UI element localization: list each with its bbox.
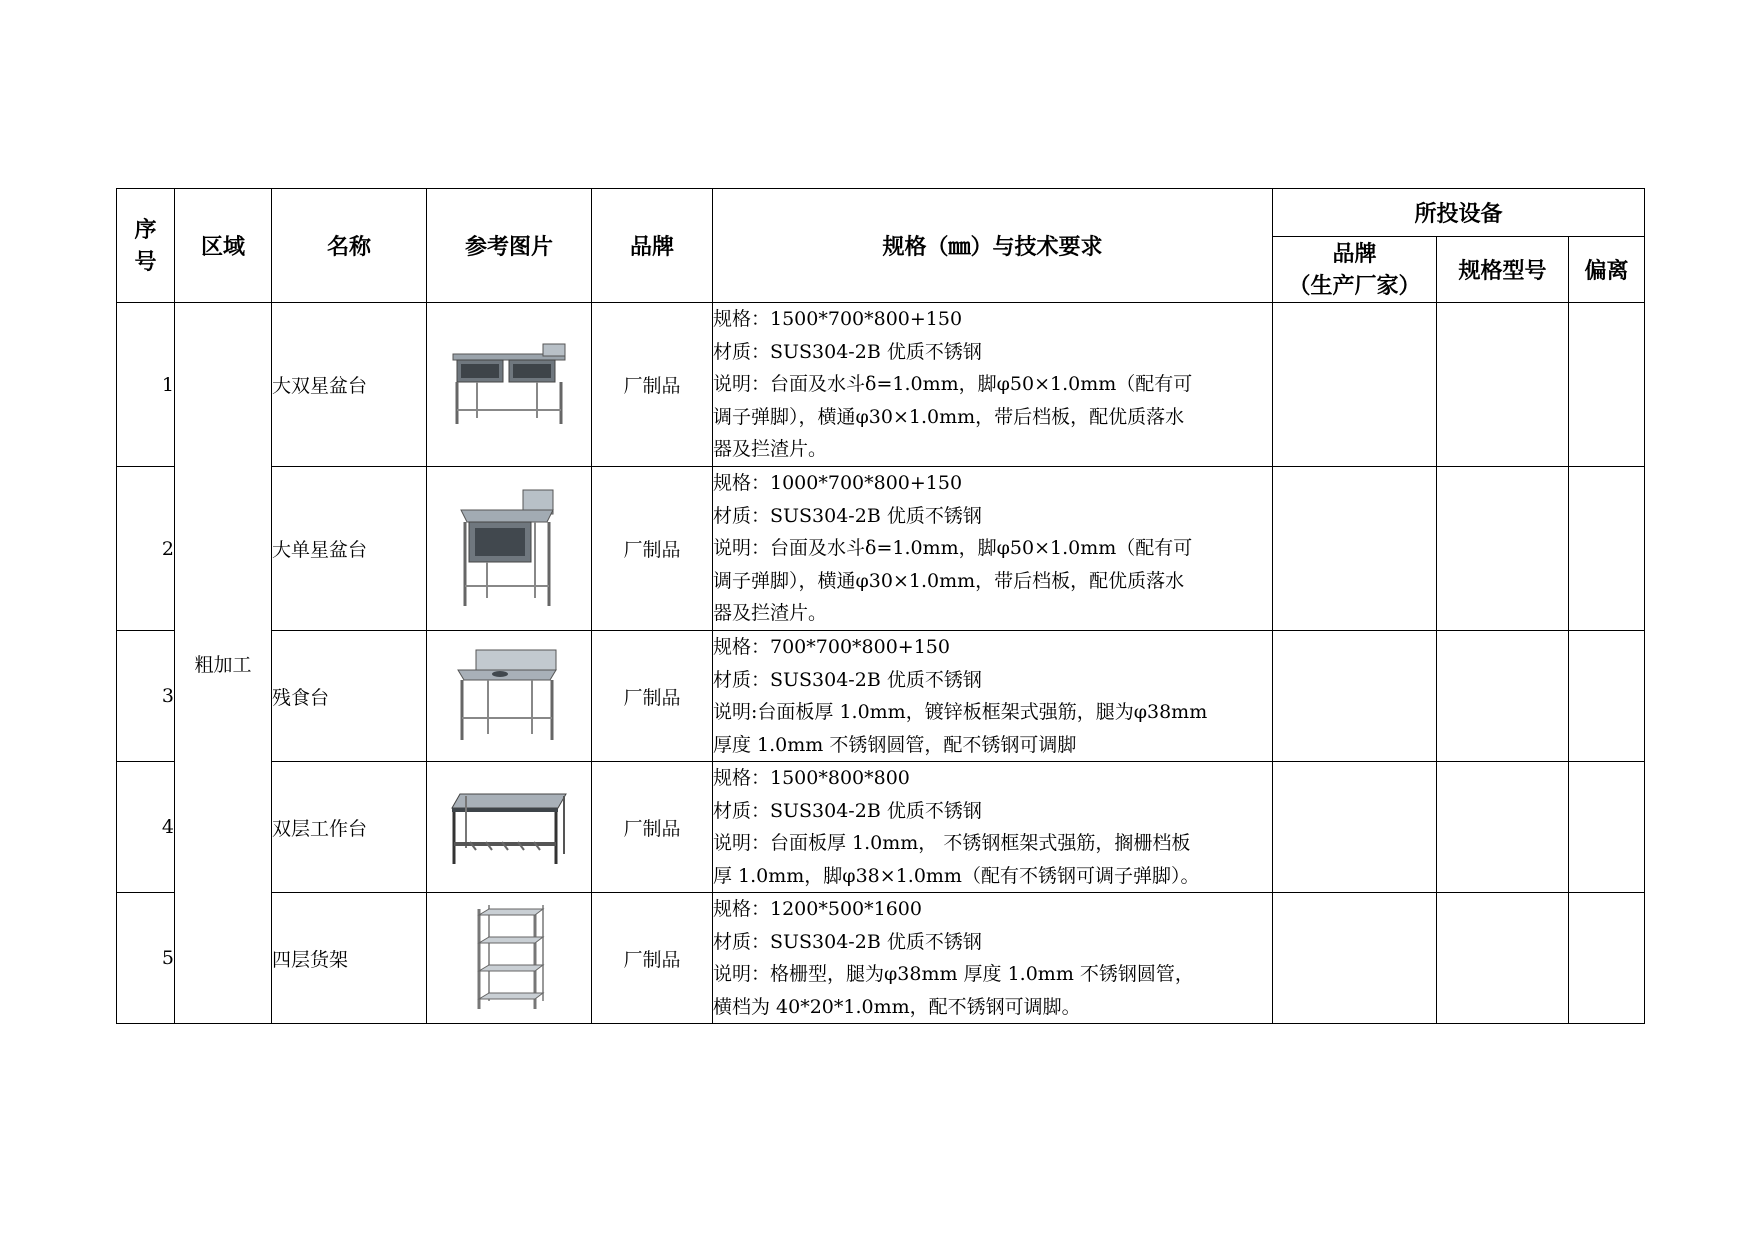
double-sink-table-icon bbox=[427, 303, 592, 467]
bid-brand-cell[interactable] bbox=[1273, 631, 1437, 762]
spec-line: 调子弹脚），横通φ30×1.0mm，带后档板，配优质落水 bbox=[713, 405, 1185, 428]
item-brand: 厂制品 bbox=[592, 467, 713, 631]
spec-line: 规格：700*700*800+150 bbox=[713, 636, 950, 658]
spec-line: 规格：1200*500*1600 bbox=[713, 898, 922, 920]
item-name: 残食台 bbox=[272, 631, 427, 762]
table-row bbox=[117, 467, 1645, 631]
item-spec bbox=[713, 467, 1273, 631]
area-cell: 粗加工 bbox=[175, 303, 272, 1024]
bid-model-cell[interactable] bbox=[1437, 303, 1569, 467]
row-number: 4 bbox=[117, 762, 175, 893]
bid-deviation-cell[interactable] bbox=[1569, 303, 1645, 467]
spec-line: 厚度 1.0mm 不锈钢圆管，配不锈钢可调脚 bbox=[713, 733, 1077, 756]
bid-brand-cell[interactable] bbox=[1273, 303, 1437, 467]
bid-model-cell[interactable] bbox=[1437, 762, 1569, 893]
header-brand: 品牌 bbox=[592, 189, 713, 303]
header-spec: 规格（㎜）与技术要求 bbox=[713, 189, 1273, 303]
spec-line: 规格：1000*700*800+150 bbox=[713, 472, 963, 495]
four-tier-shelf-icon bbox=[427, 893, 592, 1024]
spec-line: 材质：SUS304-2B 优质不锈钢 bbox=[713, 930, 982, 953]
spec-line: 说明：格栅型，腿为φ38mm 厚度 1.0mm 不锈钢圆管， bbox=[713, 963, 1194, 985]
header-bid-deviation: 偏离 bbox=[1569, 237, 1645, 303]
single-sink-table-icon bbox=[427, 467, 592, 631]
item-name: 双层工作台 bbox=[272, 762, 427, 893]
bid-model-cell[interactable] bbox=[1437, 631, 1569, 762]
spec-line: 材质：SUS304-2B 优质不锈钢 bbox=[713, 504, 982, 527]
bid-deviation-cell[interactable] bbox=[1569, 467, 1645, 631]
spec-line: 材质：SUS304-2B 优质不锈钢 bbox=[713, 668, 982, 691]
bid-deviation-cell[interactable] bbox=[1569, 762, 1645, 893]
item-brand: 厂制品 bbox=[592, 762, 713, 893]
item-brand: 厂制品 bbox=[592, 303, 713, 467]
header-area: 区域 bbox=[175, 189, 272, 303]
bid-deviation-cell[interactable] bbox=[1569, 893, 1645, 1024]
header-bid-model: 规格型号 bbox=[1437, 237, 1569, 303]
spec-line: 说明：台面板厚 1.0mm， 不锈钢框架式强筋，搁栅档板 bbox=[713, 832, 1191, 854]
spec-line: 材质：SUS304-2B 优质不锈钢 bbox=[713, 340, 982, 363]
spec-line: 材质：SUS304-2B 优质不锈钢 bbox=[713, 799, 982, 822]
spec-line: 说明：台面及水斗δ=1.0mm，脚φ50×1.0mm（配有可 bbox=[713, 537, 1193, 560]
item-name: 四层货架 bbox=[272, 893, 427, 1024]
table-row bbox=[117, 631, 1645, 762]
item-name: 大双星盆台 bbox=[272, 303, 427, 467]
spec-line: 厚 1.0mm，脚φ38×1.0mm（配有不锈钢可调子弹脚）。 bbox=[713, 864, 1200, 887]
equipment-spec-table bbox=[116, 188, 1645, 1024]
spec-line: 说明：台面及水斗δ=1.0mm，脚φ50×1.0mm（配有可 bbox=[713, 373, 1193, 396]
header-name: 名称 bbox=[272, 189, 427, 303]
header-bid-brand: 品牌 （生产厂家） bbox=[1273, 237, 1437, 303]
bid-model-cell[interactable] bbox=[1437, 467, 1569, 631]
table-row bbox=[117, 303, 1645, 467]
spec-line: 说明:台面板厚 1.0mm，镀锌板框架式强筋，腿为φ38mm bbox=[713, 701, 1208, 723]
item-spec bbox=[713, 631, 1273, 762]
row-number: 1 bbox=[117, 303, 175, 467]
header-picture: 参考图片 bbox=[427, 189, 592, 303]
spec-line: 调子弹脚），横通φ30×1.0mm，带后档板，配优质落水 bbox=[713, 569, 1185, 592]
bid-brand-cell[interactable] bbox=[1273, 762, 1437, 893]
item-name: 大单星盆台 bbox=[272, 467, 427, 631]
spec-line: 器及拦渣片。 bbox=[713, 438, 828, 461]
header-seq: 序号 bbox=[117, 189, 175, 303]
table-row bbox=[117, 893, 1645, 1024]
item-brand: 厂制品 bbox=[592, 631, 713, 762]
row-number: 3 bbox=[117, 631, 175, 762]
row-number: 2 bbox=[117, 467, 175, 631]
bid-model-cell[interactable] bbox=[1437, 893, 1569, 1024]
spec-line: 规格：1500*700*800+150 bbox=[713, 308, 963, 331]
spec-line: 器及拦渣片。 bbox=[713, 602, 828, 625]
table-row bbox=[117, 762, 1645, 893]
bid-brand-cell[interactable] bbox=[1273, 467, 1437, 631]
bid-deviation-cell[interactable] bbox=[1569, 631, 1645, 762]
bid-brand-cell[interactable] bbox=[1273, 893, 1437, 1024]
item-spec bbox=[713, 893, 1273, 1024]
item-spec bbox=[713, 303, 1273, 467]
item-brand: 厂制品 bbox=[592, 893, 713, 1024]
row-number: 5 bbox=[117, 893, 175, 1024]
spec-line: 横档为 40*20*1.0mm，配不锈钢可调脚。 bbox=[713, 995, 1081, 1018]
waste-table-icon bbox=[427, 631, 592, 762]
item-spec bbox=[713, 762, 1273, 893]
header-bid-group: 所投设备 bbox=[1273, 189, 1645, 237]
double-layer-worktable-icon bbox=[427, 762, 592, 893]
spec-line: 规格：1500*800*800 bbox=[713, 767, 910, 789]
